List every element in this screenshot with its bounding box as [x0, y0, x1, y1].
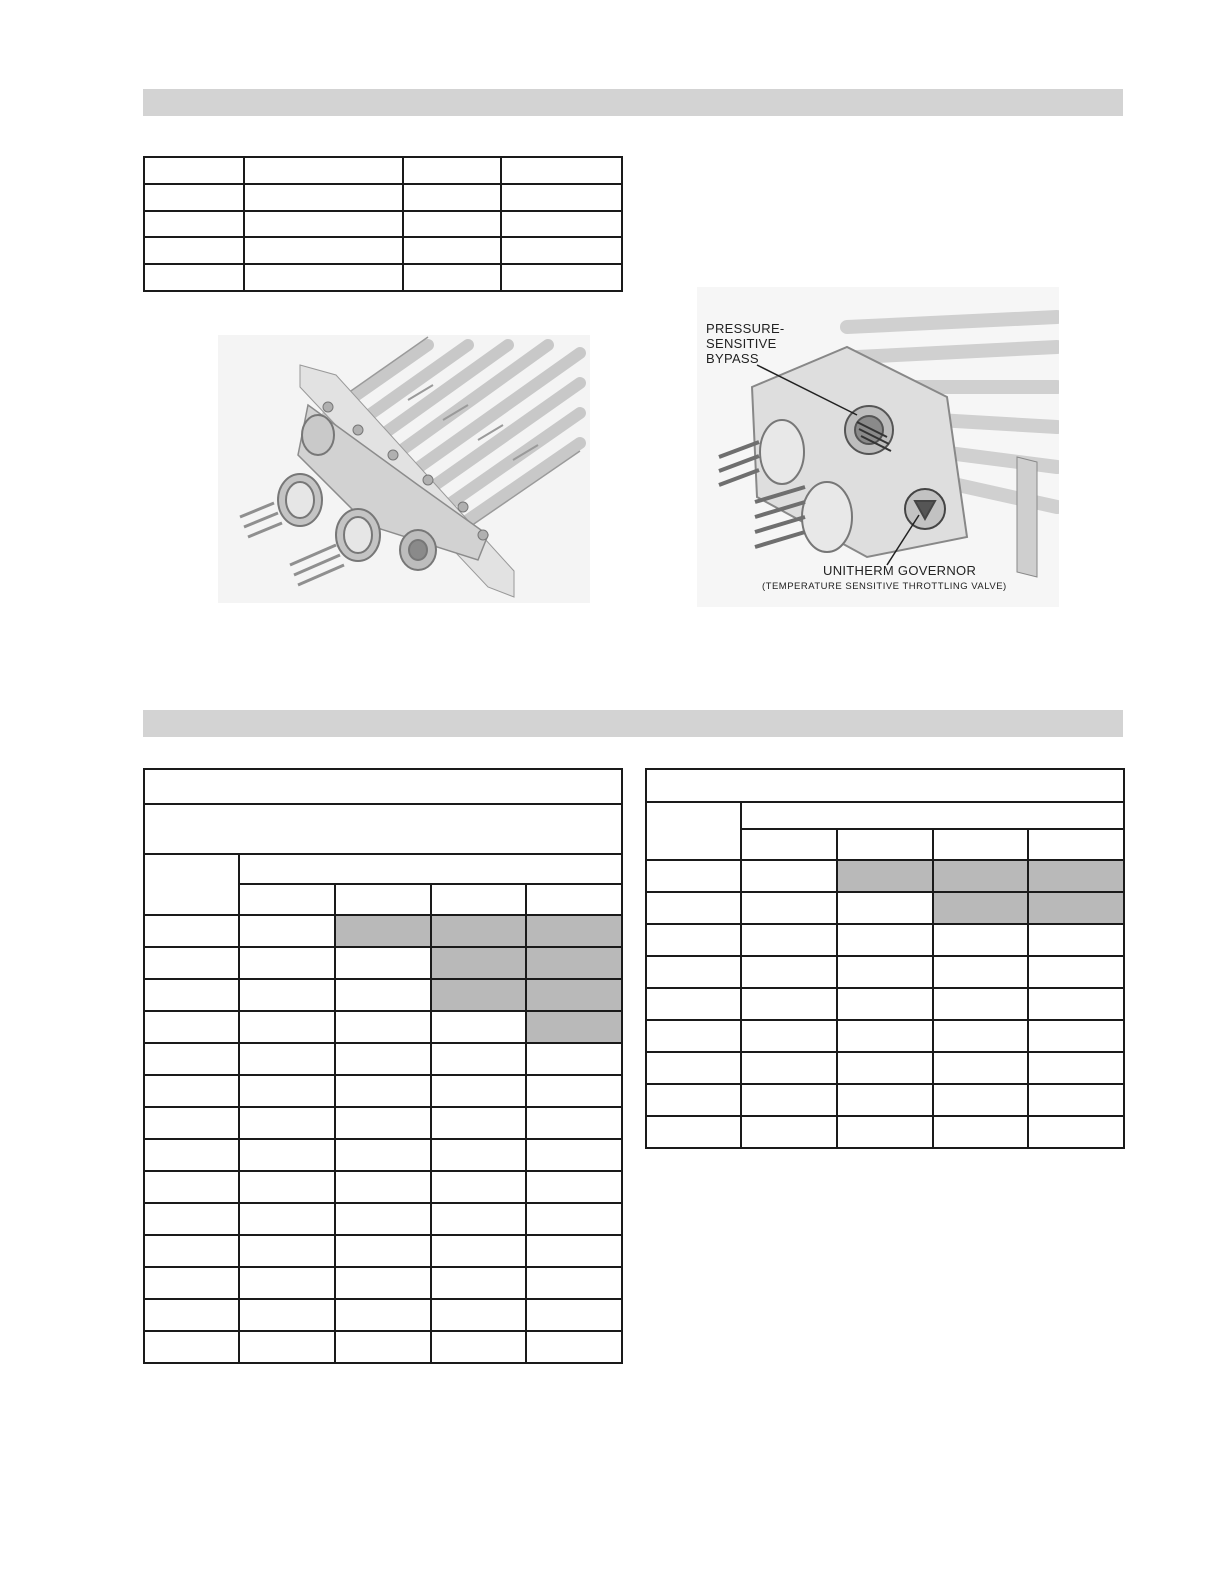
- table-cell: [244, 237, 403, 264]
- table-cell-shaded: [335, 915, 431, 947]
- table-cell: [526, 1139, 622, 1171]
- table-cell: [144, 1203, 239, 1235]
- table-cell: [335, 1075, 431, 1107]
- table-header-row: [144, 854, 622, 884]
- table-cell: [431, 1043, 526, 1075]
- table-cell: [244, 184, 403, 211]
- table-header-row: [646, 802, 1124, 829]
- bypass-label-line: BYPASS: [706, 351, 759, 366]
- table-cell: [526, 1299, 622, 1331]
- table-row: [144, 1267, 622, 1299]
- table-cell: [741, 829, 837, 860]
- table-cell: [1028, 829, 1124, 860]
- table-cell: [933, 956, 1028, 988]
- table-cell: [144, 1075, 239, 1107]
- table-cell: [335, 979, 431, 1011]
- table-cell: [933, 1116, 1028, 1148]
- table-cell: [144, 1139, 239, 1171]
- table-row: [144, 264, 622, 291]
- table-row: [646, 1084, 1124, 1116]
- table-cell: [335, 947, 431, 979]
- table-cell: [1028, 988, 1124, 1020]
- table-cell: [837, 1116, 933, 1148]
- table-cell: [431, 1139, 526, 1171]
- table-cell: [144, 1171, 239, 1203]
- table-cell: [1028, 1084, 1124, 1116]
- table-cell: [239, 1203, 335, 1235]
- table-cell: [239, 1171, 335, 1203]
- table-cell: [239, 947, 335, 979]
- table-cell: [431, 884, 526, 915]
- table-cell: [837, 892, 933, 924]
- table-cell: [144, 211, 244, 238]
- table-cell: [501, 184, 622, 211]
- table-cell: [403, 237, 501, 264]
- table-cell: [933, 988, 1028, 1020]
- table-cell: [144, 1011, 239, 1043]
- table-cell: [1028, 924, 1124, 956]
- table-row: [144, 1299, 622, 1331]
- table-cell-shaded: [431, 915, 526, 947]
- table-subtitle-row: [144, 804, 622, 854]
- table-cell: [646, 892, 741, 924]
- table-cell: [933, 829, 1028, 860]
- table-cell: [335, 1107, 431, 1139]
- table-cell: [431, 1107, 526, 1139]
- table-row: [144, 237, 622, 264]
- table-cell: [144, 769, 622, 804]
- table-cell: [144, 854, 239, 915]
- table-row: [646, 956, 1124, 988]
- table-cell: [144, 1299, 239, 1331]
- table-cell: [501, 237, 622, 264]
- table-cell: [501, 157, 622, 184]
- table-row: [646, 988, 1124, 1020]
- table-cell: [431, 1267, 526, 1299]
- table-row: [144, 1043, 622, 1075]
- bypass-label: [706, 321, 785, 366]
- table-cell: [239, 884, 335, 915]
- table-cell-shaded: [526, 979, 622, 1011]
- table-cell: [431, 1331, 526, 1363]
- table-cell: [646, 1084, 741, 1116]
- table-cell: [144, 184, 244, 211]
- table-row: [144, 1171, 622, 1203]
- table-cell: [239, 854, 622, 884]
- table-cell: [837, 1052, 933, 1084]
- table-row: [144, 1011, 622, 1043]
- table-cell: [1028, 1020, 1124, 1052]
- table-cell: [144, 1267, 239, 1299]
- table-cell: [244, 157, 403, 184]
- table-cell: [837, 924, 933, 956]
- table-cell: [837, 829, 933, 860]
- table-cell: [239, 1139, 335, 1171]
- table-cell: [335, 1267, 431, 1299]
- table-cell: [335, 1299, 431, 1331]
- table-cell: [1028, 1116, 1124, 1148]
- table-cell: [244, 264, 403, 291]
- table-cell: [431, 1203, 526, 1235]
- table-cell: [403, 157, 501, 184]
- table-cell: [741, 802, 1124, 829]
- table-cell: [741, 988, 837, 1020]
- table-cell: [646, 769, 1124, 802]
- table-cell: [526, 1267, 622, 1299]
- table-cell: [431, 1075, 526, 1107]
- table-cell: [741, 924, 837, 956]
- section-header-bar-bottom: [143, 710, 1123, 737]
- section-header-bar-top: [143, 89, 1123, 116]
- table-cell: [239, 1235, 335, 1267]
- table-cell: [144, 979, 239, 1011]
- table-row: [144, 157, 622, 184]
- table-cell: [526, 1043, 622, 1075]
- table-cell: [526, 1107, 622, 1139]
- table-title-row: [646, 769, 1124, 802]
- table-cell: [144, 1235, 239, 1267]
- table-cell-shaded: [431, 947, 526, 979]
- table-cell: [431, 1171, 526, 1203]
- table-row: [144, 1235, 622, 1267]
- top-spec-table: [143, 156, 623, 292]
- table-cell: [239, 1267, 335, 1299]
- table-cell: [646, 802, 741, 860]
- table-cell: [741, 1020, 837, 1052]
- table-row: [646, 1020, 1124, 1052]
- table-cell: [144, 915, 239, 947]
- table-cell-shaded: [933, 892, 1028, 924]
- table-cell: [335, 1043, 431, 1075]
- table-cell-shaded: [526, 1011, 622, 1043]
- table-row: [144, 915, 622, 947]
- table-title-row: [144, 769, 622, 804]
- table-cell: [144, 237, 244, 264]
- table-cell: [837, 1084, 933, 1116]
- table-cell-shaded: [1028, 892, 1124, 924]
- table-cell: [646, 860, 741, 892]
- table-cell: [646, 956, 741, 988]
- table-cell: [144, 947, 239, 979]
- table-cell: [239, 1011, 335, 1043]
- table-cell-shaded: [431, 979, 526, 1011]
- table-cell: [501, 211, 622, 238]
- table-cell: [335, 1171, 431, 1203]
- table-cell: [144, 157, 244, 184]
- table-cell: [837, 988, 933, 1020]
- table-cell: [403, 184, 501, 211]
- governor-label: UNITHERM GOVERNOR: [823, 563, 977, 578]
- table-cell: [1028, 956, 1124, 988]
- table-cell: [933, 924, 1028, 956]
- table-cell: [335, 1203, 431, 1235]
- left-data-table: [143, 768, 623, 1364]
- table-cell: [526, 1171, 622, 1203]
- governor-sublabel: (TEMPERATURE SENSITIVE THROTTLING VALVE): [762, 581, 1007, 592]
- table-row: [646, 924, 1124, 956]
- table-cell: [741, 1084, 837, 1116]
- table-cell: [741, 892, 837, 924]
- table-cell: [335, 1235, 431, 1267]
- table-cell-shaded: [526, 947, 622, 979]
- table-cell: [646, 988, 741, 1020]
- table-cell: [526, 1075, 622, 1107]
- table-cell: [741, 1052, 837, 1084]
- table-cell: [646, 1052, 741, 1084]
- table-cell-shaded: [933, 860, 1028, 892]
- table-cell: [431, 1011, 526, 1043]
- table-cell: [239, 1107, 335, 1139]
- table-cell: [403, 264, 501, 291]
- table-cell: [239, 1043, 335, 1075]
- table-cell: [526, 884, 622, 915]
- table-cell: [431, 1299, 526, 1331]
- table-cell-shaded: [837, 860, 933, 892]
- table-row: [144, 184, 622, 211]
- heat-exchanger-illustration: [218, 335, 590, 603]
- table-cell: [239, 915, 335, 947]
- table-cell: [239, 1331, 335, 1363]
- table-cell: [335, 1011, 431, 1043]
- table-row: [646, 1052, 1124, 1084]
- table-cell: [144, 1331, 239, 1363]
- table-cell: [335, 884, 431, 915]
- table-row: [646, 860, 1124, 892]
- table-cell: [526, 1235, 622, 1267]
- table-cell: [933, 1052, 1028, 1084]
- table-row: [144, 979, 622, 1011]
- table-cell: [1028, 1052, 1124, 1084]
- table-cell: [244, 211, 403, 238]
- table-cell: [501, 264, 622, 291]
- table-cell: [431, 1235, 526, 1267]
- table-row: [144, 1107, 622, 1139]
- table-cell: [239, 1299, 335, 1331]
- table-row: [646, 1116, 1124, 1148]
- bypass-label-line: PRESSURE-: [706, 321, 785, 336]
- table-cell: [335, 1331, 431, 1363]
- table-cell: [144, 264, 244, 291]
- table-row: [144, 947, 622, 979]
- table-cell: [741, 860, 837, 892]
- table-row: [144, 1139, 622, 1171]
- table-row: [144, 211, 622, 238]
- right-data-table: [645, 768, 1125, 1149]
- table-cell: [239, 1075, 335, 1107]
- table-cell: [646, 924, 741, 956]
- table-cell-shaded: [1028, 860, 1124, 892]
- table-cell: [526, 1203, 622, 1235]
- table-cell: [837, 1020, 933, 1052]
- table-cell: [741, 956, 837, 988]
- table-cell: [646, 1116, 741, 1148]
- table-row: [144, 1331, 622, 1363]
- table-cell: [144, 1107, 239, 1139]
- table-cell: [144, 804, 622, 854]
- table-cell: [144, 1043, 239, 1075]
- table-row: [144, 1075, 622, 1107]
- table-cell: [646, 1020, 741, 1052]
- table-row: [144, 1203, 622, 1235]
- table-cell: [239, 979, 335, 1011]
- table-cell-shaded: [526, 915, 622, 947]
- table-cell: [335, 1139, 431, 1171]
- table-row: [646, 892, 1124, 924]
- table-cell: [837, 956, 933, 988]
- table-cell: [741, 1116, 837, 1148]
- table-cell: [933, 1020, 1028, 1052]
- table-cell: [933, 1084, 1028, 1116]
- bypass-label-line: SENSITIVE: [706, 336, 777, 351]
- table-cell: [526, 1331, 622, 1363]
- table-cell: [403, 211, 501, 238]
